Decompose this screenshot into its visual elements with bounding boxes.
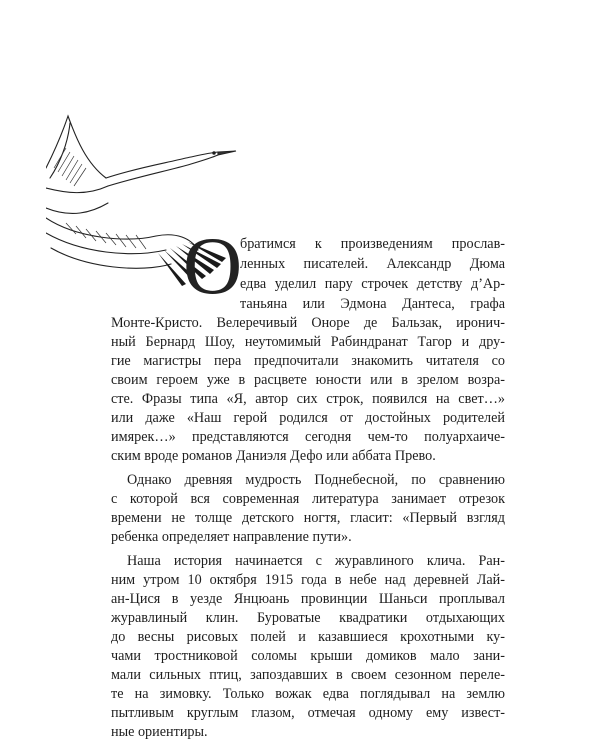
- text-line: с которой вся современная литература занимает отрезок: [111, 491, 505, 507]
- text-line: Однако древняя мудрость Поднебесной, по сравнению: [127, 472, 505, 488]
- text-line: ленных писателей. Александр Дюма: [240, 256, 505, 272]
- text-line: ан-Цися в уезде Янцюань провинции Шаньси проплывал: [111, 591, 505, 607]
- text-line: времени не толще детского ногтя, гласит: «Первый взгляд: [111, 510, 505, 526]
- text-line: пытливым круглым глазом, отмечая одному ему извест-: [111, 705, 505, 721]
- text-line: своим героем уже в расцвете юности или в зрелом возра-: [111, 372, 505, 388]
- text-line: имярек…» представляются сегодня чем-то полуархаиче-: [111, 429, 505, 445]
- text-line: сте. Фразы типа «Я, автор сих строк, появился на свет…»: [111, 391, 505, 407]
- text-line: ный Бернард Шоу, неутомимый Рабиндранат Тагор и дру-: [111, 334, 505, 350]
- text-line: гие магистры пера предпочитали знакомить читателя со: [111, 353, 505, 369]
- text-line: ребенка определяет направление пути».: [111, 529, 352, 545]
- text-line: до весны рисовых полей и казавшиеся крохотными ку-: [111, 629, 505, 645]
- text-line: братимся к произведениям прослав-: [240, 236, 505, 252]
- text-line: мали сильных птиц, запоздавших в своем сезонном переле-: [111, 667, 505, 683]
- text-line: те на зимовку. Только вожак едва поглядывал на землю: [111, 686, 505, 702]
- text-line: Монте-Кристо. Велеречивый Оноре де Бальзак, иронич-: [111, 315, 505, 331]
- text-line: чами тростниковой соломы крыши домиков мало зани-: [111, 648, 505, 664]
- drop-cap: О: [183, 220, 243, 311]
- text-line: журавлиный клин. Буроватые квадратики отдыхающих: [111, 610, 505, 626]
- text-line: ные ориентиры.: [111, 724, 208, 740]
- text-line: ским вроде романов Даниэля Дефо или аббата Прево.: [111, 448, 436, 464]
- text-line: таньяна или Эдмона Дантеса, графа: [240, 296, 505, 312]
- text-line: Наша история начинается с журавлиного клича. Ран-: [127, 553, 505, 569]
- text-line: или даже «Наш герой родился от достойных родителей: [111, 410, 505, 426]
- text-line: едва уделил пару строчек детству д’Ар-: [240, 276, 505, 292]
- text-line: ним утром 10 октября 1915 года в небе над деревней Лай-: [111, 572, 505, 588]
